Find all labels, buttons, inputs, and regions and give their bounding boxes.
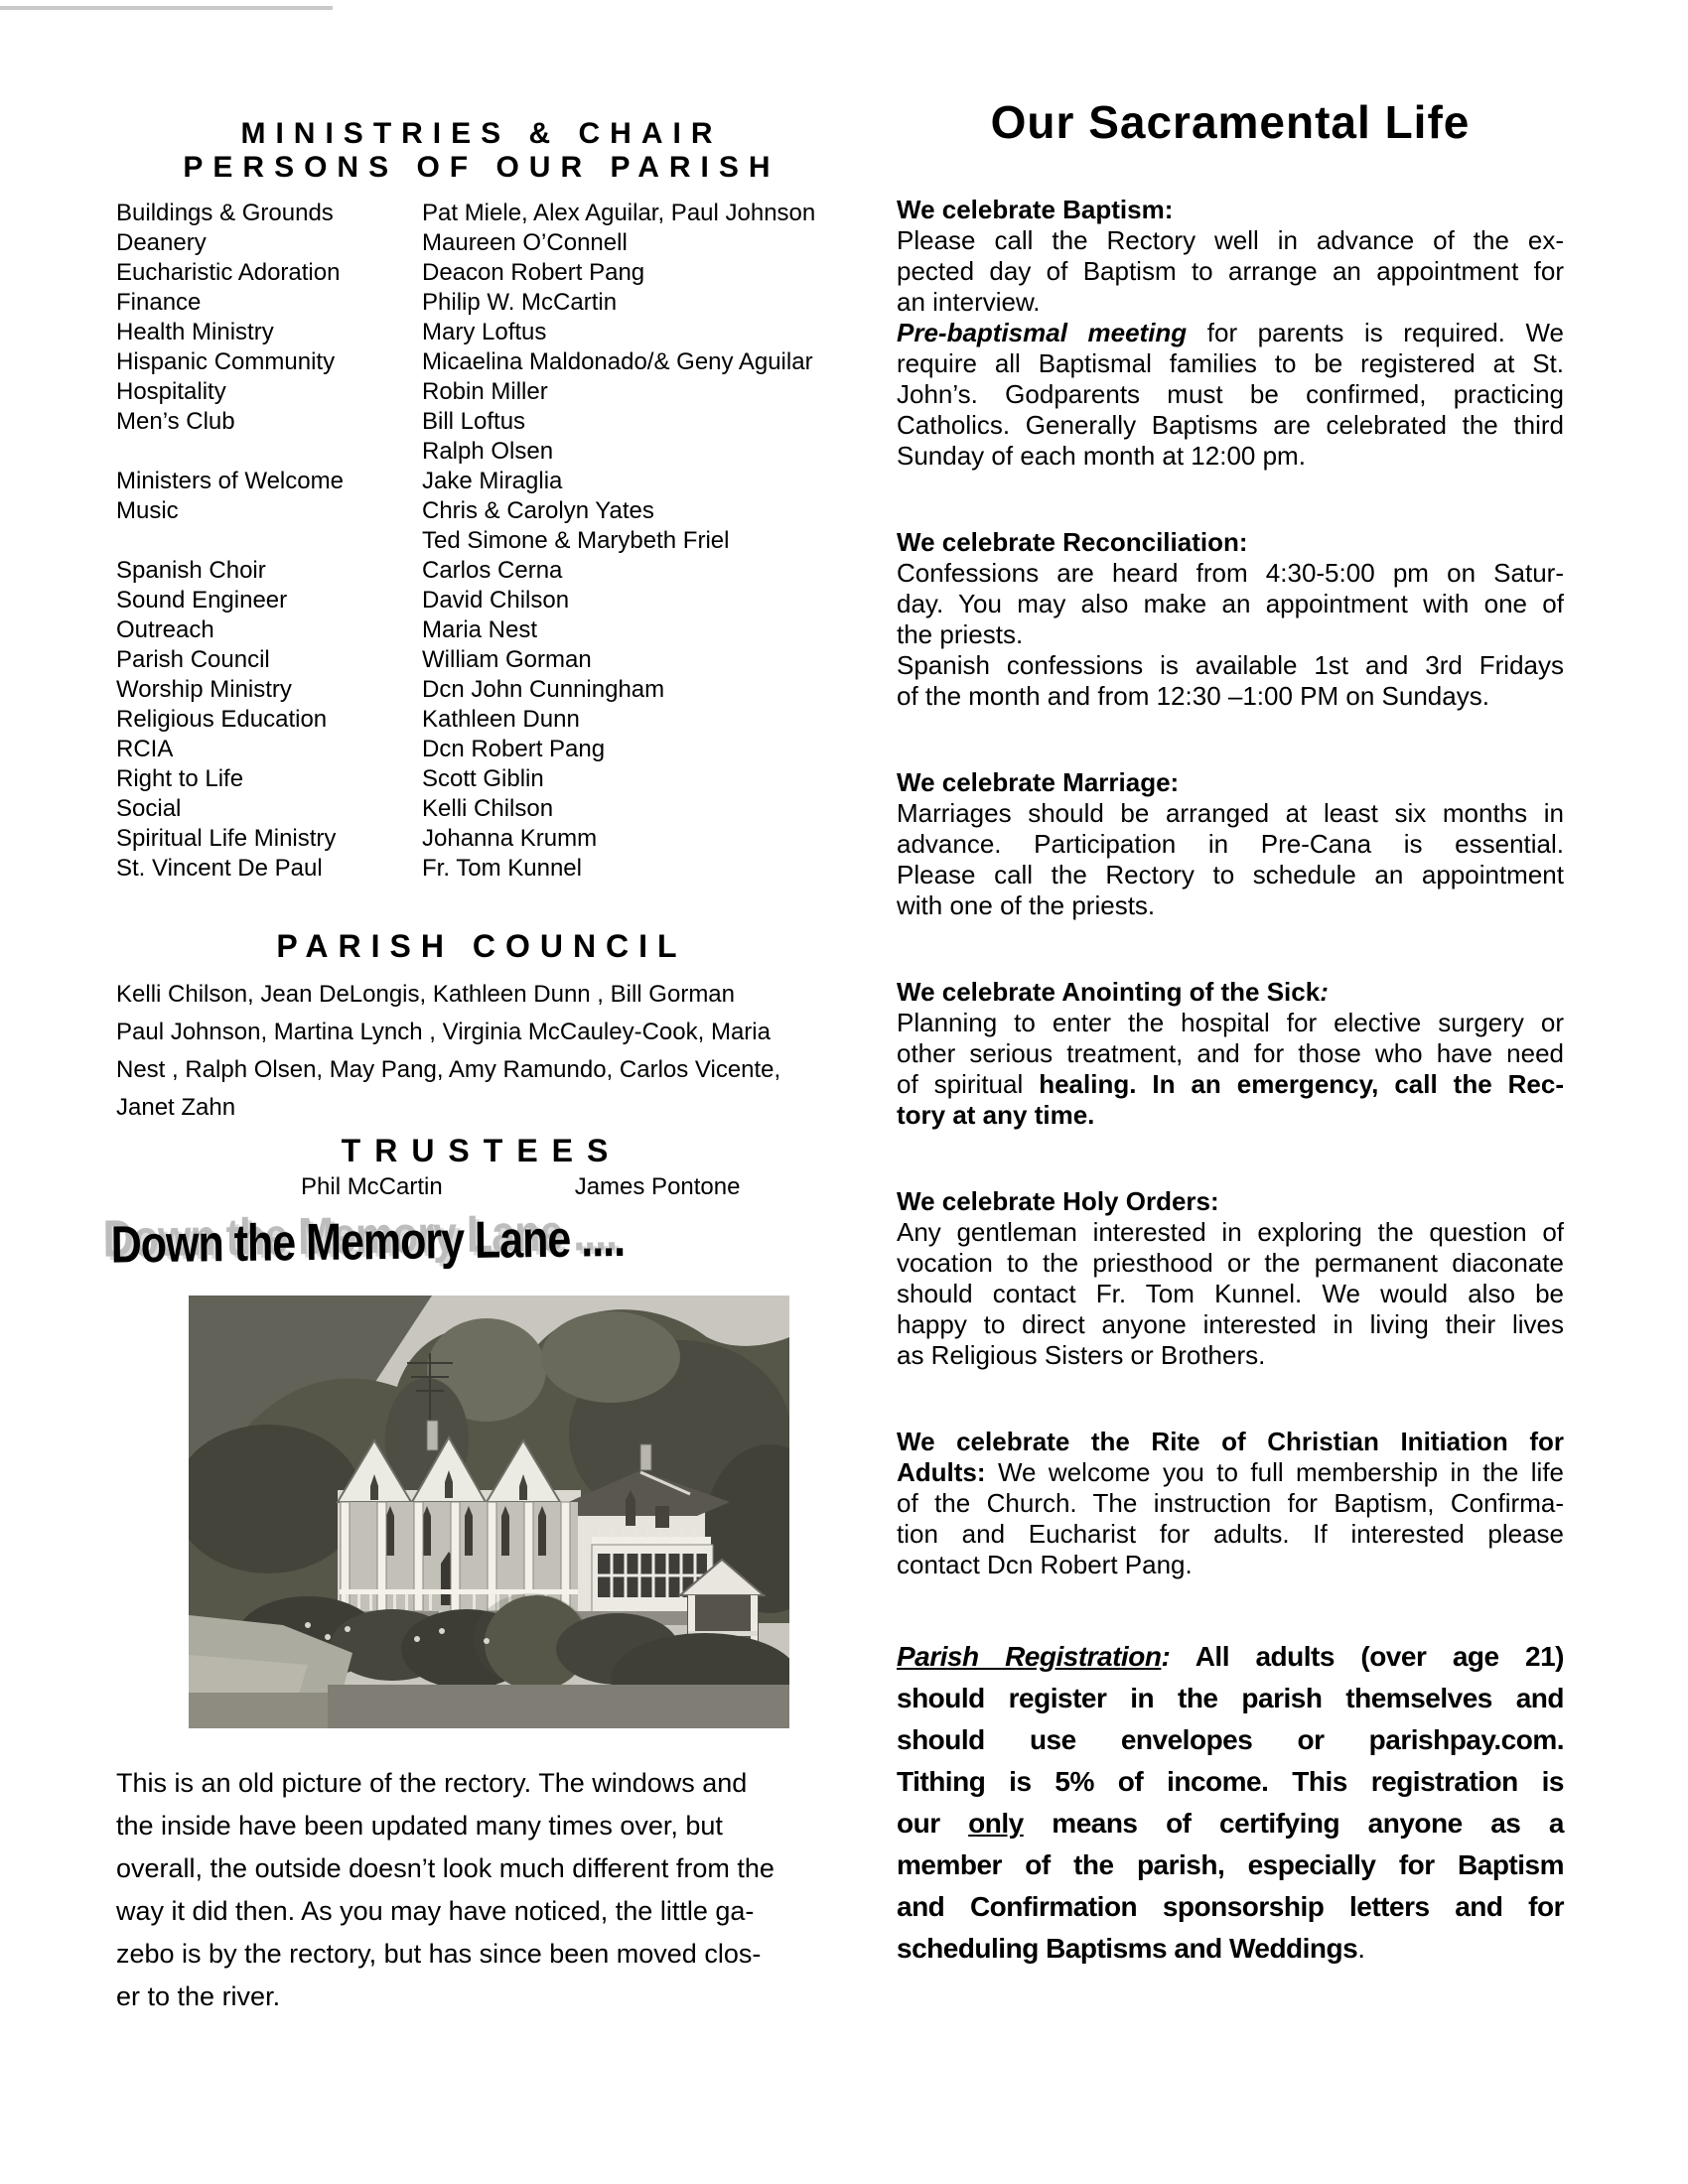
rectory-photo-illustration [189,1296,789,1728]
text-segment: tion and Eucharist for adults. If interested please [897,1519,1564,1549]
ministry-row [84,556,879,586]
sacramental-sections [897,195,1564,1970]
section-gap [897,921,1564,977]
text-segment: : [1161,1641,1171,1672]
text-line [897,1457,1564,1488]
ministry-chairperson: Bill Loftus [422,408,526,435]
ministry-chairperson: Kelli Chilson [422,795,554,822]
text-line: Nest , Ralph Olsen, May Pang, Amy Ramundo, Carlos Vicente, [116,1056,781,1083]
text-segment: We celebrate the Rite of Christian Initiation for [897,1427,1564,1456]
text-line [897,1008,1564,1038]
ministry-row [84,496,879,526]
ministry-role: Deanery [116,229,207,256]
heading-text: We celebrate Holy Orders: [897,1186,1219,1216]
text-segment: require all Baptismal families to be registered at St. [897,348,1564,378]
text-segment: of the Church. The instruction for Baptism, Confirma- [897,1488,1564,1518]
text-segment: vocation to the priesthood or the permanent diaconate [897,1248,1564,1278]
ministry-row [84,199,879,228]
ministry-chairperson: Carlos Cerna [422,557,563,584]
ministry-row [84,854,879,884]
ministry-role: Finance [116,289,202,316]
ministry-row [84,764,879,794]
text-line [897,1309,1564,1340]
ministry-row [84,675,879,705]
scan-artifact-line [0,6,333,10]
ministry-row [84,437,879,467]
text-segment: All adults (over age 21) [1170,1641,1565,1672]
text-line [897,1928,1564,1970]
paragraph [897,225,1564,318]
ministry-row [84,318,879,347]
rectory-photo [189,1296,789,1728]
text-line [897,1217,1564,1248]
text-segment: with one of the priests. [897,890,1156,920]
section-gap [897,712,1564,767]
text-line [897,589,1564,619]
heading-text: : [1320,977,1329,1007]
text-line [897,410,1564,441]
text-segment: contact Dcn Robert Pang. [897,1550,1193,1579]
ministry-chairperson: Dcn Robert Pang [422,736,606,762]
trustees-members [84,1172,879,1202]
text-line [897,860,1564,890]
text-line [897,318,1564,348]
text-line [897,1427,1564,1457]
text-segment: pected day of Baptism to arrange an appointment for [897,256,1564,286]
right-column [897,97,1564,1970]
ministry-role: Religious Education [116,706,328,733]
ministry-row [84,824,879,854]
text-segment: advance. Participation in Pre-Cana is essential. [897,829,1564,859]
heading-text: We celebrate Anointing of the Sick [897,977,1321,1007]
paragraph [897,1427,1564,1580]
section-gap [897,1371,1564,1427]
ministry-chairperson: Deacon Robert Pang [422,259,645,286]
section-heading [897,195,1564,225]
text-line: way it did then. As you may have noticed, the little ga- [116,1896,755,1926]
text-line [897,256,1564,287]
ministry-chairperson: Chris & Carolyn Yates [422,497,654,524]
text-line [897,379,1564,410]
left-column [84,117,879,2018]
ministries-title [84,117,879,185]
ministry-role: Eucharistic Adoration [116,259,341,286]
ministry-chairperson: Jake Miraglia [422,468,563,494]
ministry-chairperson: Maria Nest [422,616,538,643]
text-line [897,1279,1564,1309]
ministry-role: Men’s Club [116,408,235,435]
text-line [897,1550,1564,1580]
ministry-row [84,347,879,377]
ministry-chairperson: Mary Loftus [422,319,547,345]
text-segment: as Religious Sisters or Brothers. [897,1340,1266,1370]
ministry-chairperson: Dcn John Cunningham [422,676,665,703]
text-line [897,681,1564,712]
section-gap [897,1131,1564,1186]
text-segment: tory at any time. [897,1100,1095,1130]
text-line [897,441,1564,472]
ministry-chairperson: Pat Miele, Alex Aguilar, Paul Johnson [422,200,816,226]
ministry-row [84,735,879,764]
text-segment: of spiritual [897,1069,1040,1099]
paragraph [897,1217,1564,1371]
text-line: This is an old picture of the rectory. The windows and [116,1768,748,1798]
sacramental-life-title: Our Sacramental Life [990,96,1471,148]
text-segment: the priests. [897,619,1024,649]
ministry-chairperson: Scott Giblin [422,765,544,792]
text-segment: and Confirmation sponsorship letters and for [897,1891,1564,1922]
trustee-name: Phil McCartin [301,1173,443,1200]
text-line [897,1803,1564,1844]
paragraph [897,798,1564,921]
text-segment: Confessions are heard from 4:30-5:00 pm on Satur- [897,558,1564,588]
text-line: Paul Johnson, Martina Lynch , Virginia McCauley-Cook, Maria [116,1019,771,1045]
parish-council-members [84,976,879,1127]
heading-text: We celebrate Baptism: [897,195,1174,224]
ministry-chairperson: Ralph Olsen [422,438,554,465]
ministry-row [84,526,879,556]
text-line [897,225,1564,256]
text-segment: of the month and from 12:30 –1:00 PM on Sundays. [897,681,1489,711]
text-segment: our [897,1808,969,1839]
ministry-role: Spiritual Life Ministry [116,825,337,852]
ministry-role: Outreach [116,616,214,643]
ministry-chairperson: Philip W. McCartin [422,289,618,316]
text-segment: Sunday of each month at 12:00 pm. [897,441,1306,471]
text-segment: should use envelopes or parishpay.com. [897,1724,1564,1755]
text-segment: member of the parish, especially for Baptism [897,1849,1564,1880]
ministry-row [84,467,879,496]
text-segment: only [968,1808,1024,1839]
ministry-role: Hispanic Community [116,348,336,375]
section-heading [897,767,1564,798]
text-segment: Tithing is 5% of income. This registration is [897,1766,1564,1797]
ministry-row [84,407,879,437]
text-line [897,348,1564,379]
ministry-role: Buildings & Grounds [116,200,334,226]
ministry-role: Health Ministry [116,319,274,345]
paragraph [897,1008,1564,1131]
text-segment: other serious treatment, and for those who have need [897,1038,1564,1068]
text-segment: John’s. Godparents must be confirmed, practicing [897,379,1564,409]
ministry-role: Worship Ministry [116,676,292,703]
ministry-row [84,615,879,645]
heading-text: We celebrate Marriage: [897,767,1180,797]
parish-council-title: PARISH COUNCIL [276,928,687,964]
text-line [897,1248,1564,1279]
text-segment: day. You may also make an appointment with one of [897,589,1564,618]
heading-text: We celebrate Reconciliation: [897,527,1248,557]
text-segment: means of certifying anyone as a [1023,1808,1565,1839]
ministry-row [84,645,879,675]
text-line: Janet Zahn [116,1094,236,1121]
text-line [897,1488,1564,1519]
ministry-chairperson: David Chilson [422,587,570,614]
photo-caption [84,1762,879,2018]
ministry-role: Spanish Choir [116,557,266,584]
ministry-row [84,586,879,615]
section-heading [897,527,1564,558]
text-segment: Please call the Rectory to schedule an appointment [897,860,1564,889]
text-line [897,1069,1564,1100]
ministry-row [84,258,879,288]
text-line [897,1519,1564,1550]
text-segment: Pre-baptismal meeting [897,318,1188,347]
text-line [897,1100,1564,1131]
ministry-row [84,288,879,318]
paragraph [897,558,1564,712]
text-line: er to the river. [116,1981,281,2011]
text-line: zebo is by the rectory, but has since been moved clos- [116,1939,762,1969]
memory-lane-heading: Down the Memory Lane .... [110,1209,626,1275]
trustee-name: James Pontone [574,1173,741,1200]
ministry-row [84,794,879,824]
text-segment: should register in the parish themselves and [897,1683,1564,1713]
text-line [897,798,1564,829]
ministries-list [84,199,879,884]
ministries-title-line1: MINISTRIES & CHAIR [240,117,723,150]
text-segment: scheduling Baptisms and Weddings [897,1933,1358,1964]
text-segment: Catholics. Generally Baptisms are celebrated the third [897,410,1564,440]
ministries-title-line2: PERSONS OF OUR PARISH [183,151,780,184]
section-gap [897,1580,1564,1636]
ministry-role: Right to Life [116,765,244,792]
text-segment: Any gentleman interested in exploring the question of [897,1217,1564,1247]
text-segment: Parish Registration [897,1641,1162,1672]
text-segment: Planning to enter the hospital for elective surgery or [897,1008,1564,1037]
text-segment: should contact Fr. Tom Kunnel. We would also be [897,1279,1564,1308]
text-segment: Adults: [897,1457,986,1487]
ministry-row [84,705,879,735]
text-segment: . [1357,1933,1365,1964]
text-line [897,1340,1564,1371]
text-segment: happy to direct anyone interested in living their lives [897,1309,1564,1339]
text-segment: We welcome you to full membership in the life [985,1457,1564,1487]
section-heading [897,1186,1564,1217]
text-line [897,619,1564,650]
ministry-chairperson: Johanna Krumm [422,825,598,852]
text-segment: Please call the Rectory well in advance of the ex- [897,225,1564,255]
text-line [897,890,1564,921]
ministry-chairperson: Maureen O’Connell [422,229,628,256]
text-segment: for parents is required. We [1187,318,1565,347]
text-segment: an interview. [897,287,1041,317]
text-line [897,1038,1564,1069]
ministry-chairperson: Micaelina Maldonado/& Geny Aguilar [422,348,813,375]
ministry-row [84,228,879,258]
text-line [897,558,1564,589]
trustees-title: TRUSTEES [341,1133,623,1168]
text-line: the inside have been updated many times over, but [116,1811,723,1841]
text-line: Kelli Chilson, Jean DeLongis, Kathleen Dunn , Bill Gorman [116,981,736,1008]
text-line [897,1844,1564,1886]
ministry-role: Music [116,497,179,524]
text-line [897,1761,1564,1803]
ministry-role: Hospitality [116,378,226,405]
ministry-role: RCIA [116,736,174,762]
text-line [897,650,1564,681]
ministry-chairperson: Kathleen Dunn [422,706,580,733]
text-segment: healing. In an emergency, call the Rec- [1039,1069,1564,1099]
ministry-role: St. Vincent De Paul [116,855,323,882]
text-segment: Marriages should be arranged at least six months in [897,798,1564,828]
ministry-role: Sound Engineer [116,587,288,614]
text-line [897,1636,1564,1678]
ministry-role: Ministers of Welcome [116,468,344,494]
text-line [897,1886,1564,1928]
text-line: overall, the outside doesn’t look much different from the [116,1853,774,1883]
text-line [897,829,1564,860]
ministry-role: Parish Council [116,646,270,673]
ministry-role: Social [116,795,182,822]
text-line [897,287,1564,318]
section-gap [897,472,1564,527]
ministry-chairperson: Fr. Tom Kunnel [422,855,582,882]
paragraph [897,318,1564,472]
text-segment: Spanish confessions is available 1st and 3rd Fridays [897,650,1564,680]
text-line [897,1678,1564,1719]
ministry-chairperson: Robin Miller [422,378,548,405]
text-line [897,1719,1564,1761]
section-heading [897,977,1564,1008]
ministry-chairperson: William Gorman [422,646,592,673]
ministry-row [84,377,879,407]
paragraph [897,1636,1564,1970]
ministry-chairperson: Ted Simone & Marybeth Friel [422,527,730,554]
